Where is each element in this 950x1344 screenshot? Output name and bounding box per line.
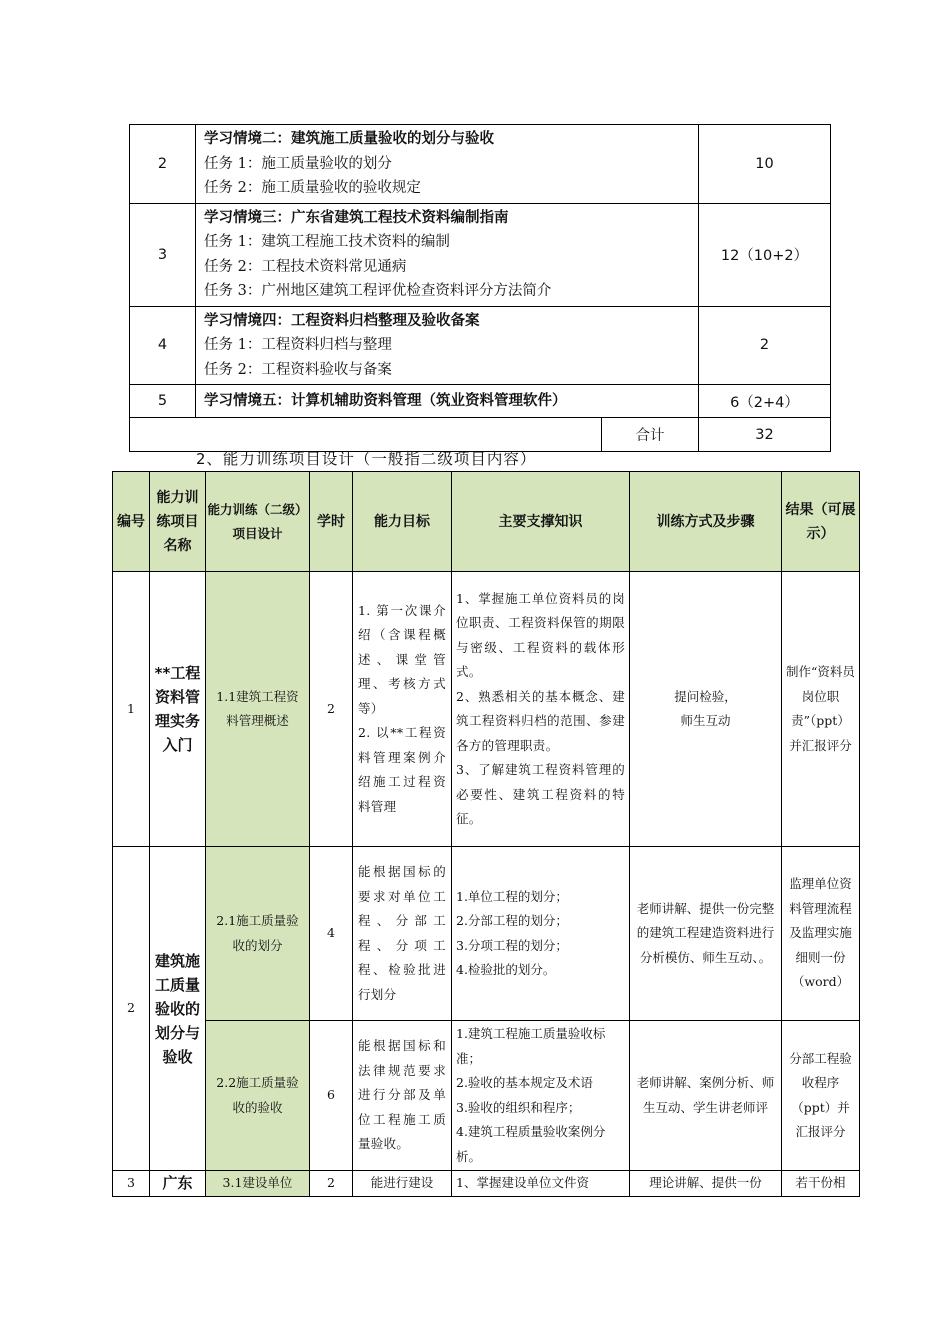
sub-project: 2.2施工质量验收的验收 (206, 1021, 310, 1171)
support-knowledge: 1、掌握建设单位文件资 (452, 1171, 630, 1197)
training-result: 分部工程验收程序（ppt）并汇报评分 (782, 1021, 860, 1171)
support-knowledge: 1.建筑工程施工质量验收标准； 2.验收的基本规定及术语 3.验收的组织和程序； 4.建筑工程质量验收案例分析。 (452, 1021, 630, 1171)
row-content (196, 385, 699, 418)
header-no: 编号 (113, 472, 150, 572)
task-item: 任务 2：工程技术资料常见通病 (204, 258, 407, 275)
support-knowledge: 1、掌握施工单位资料员的岗位职责、工程资料保管的期限与密级、工程资料的载体形式。 2、熟悉相关的基本概念、建筑工程资料归档的范围、参建各方的管理职责。 3、了解建筑工程资料管理的必要性、建筑工程资料的特征。 (452, 572, 630, 847)
table-row (113, 572, 860, 847)
table-row (113, 1021, 860, 1171)
table-row (130, 385, 831, 418)
row-hours: 10 (699, 125, 831, 204)
sub-project: 2.1施工质量验收的划分 (206, 847, 310, 1021)
row-number: 3 (130, 203, 196, 306)
total-label: 合计 (602, 418, 699, 452)
sub-project: 1.1建筑工程资料管理概述 (206, 572, 310, 847)
training-project-table (112, 471, 860, 1197)
training-result: 制作“资料员岗位职责”（ppt）并汇报评分 (782, 572, 860, 847)
task-item: 任务 1：施工质量验收的划分 (204, 155, 392, 172)
situation-title: 学习情境四：工程资料归档整理及验收备案 (204, 312, 480, 329)
table-row (130, 125, 831, 204)
header-hours: 学时 (310, 472, 353, 572)
group-number: 3 (113, 1171, 150, 1197)
table-row (113, 847, 860, 1021)
row-content (196, 203, 699, 306)
row-content (196, 125, 699, 204)
row-hours: 2 (699, 306, 831, 385)
ability-goal: 能根据国标的要求对单位工程、分部工程、分项工程、检验批进行划分 (353, 847, 452, 1021)
section-caption: 2、能力训练项目设计（一般指二级项目内容） (196, 450, 537, 468)
header-result: 结果（可展示） (782, 472, 860, 572)
training-method: 老师讲解、提供一份完整的建筑工程建造资料进行分析模仿、师生互动、。 (630, 847, 782, 1021)
row-hours: 6（2+4） (699, 385, 831, 418)
header-project: 能力训练项目名称 (150, 472, 206, 572)
table-row (130, 306, 831, 385)
sub-hours: 2 (310, 572, 353, 847)
sub-hours: 6 (310, 1021, 353, 1171)
row-number: 4 (130, 306, 196, 385)
sub-project: 3.1建设单位 (206, 1171, 310, 1197)
header-method: 训练方式及步骤 (630, 472, 782, 572)
row-hours: 12（10+2） (699, 203, 831, 306)
header-row (113, 472, 860, 572)
row-number: 2 (130, 125, 196, 204)
training-method: 提问检验， 师生互动 (630, 572, 782, 847)
group-number: 2 (113, 847, 150, 1171)
learning-situation-table (129, 124, 831, 452)
ability-goal: 能进行建设 (353, 1171, 452, 1197)
task-item: 任务 1：工程资料归档与整理 (204, 337, 392, 353)
training-result: 监理单位资料管理流程及监理实施细则一份（word） (782, 847, 860, 1021)
header-sub: 能力训练（二级）项目设计 (206, 472, 310, 572)
training-result: 若干份相 (782, 1171, 860, 1197)
project-name: 广东 (150, 1171, 206, 1197)
row-number: 5 (130, 385, 196, 418)
header-goal: 能力目标 (353, 472, 452, 572)
situation-title: 学习情境二：建筑施工质量验收的划分与验收 (204, 131, 494, 147)
table-row (130, 203, 831, 306)
ability-goal: 能根据国标和法律规范要求进行分部及单位工程施工质量验收。 (353, 1021, 452, 1171)
task-item: 任务 2：施工质量验收的验收规定 (204, 180, 421, 196)
project-name: 建筑施工质量验收的划分与验收 (150, 847, 206, 1171)
sub-hours: 2 (310, 1171, 353, 1197)
support-knowledge: 1.单位工程的划分； 2.分部工程的划分； 3.分项工程的划分； 4.检验批的划分。 (452, 847, 630, 1021)
project-name: **工程资料管理实务入门 (150, 572, 206, 847)
training-method: 老师讲解、案例分析、师生互动、学生讲老师评 (630, 1021, 782, 1171)
situation-title: 学习情境五：计算机辅助资料管理（筑业资料管理软件） (204, 392, 567, 409)
training-method: 理论讲解、提供一份 (630, 1171, 782, 1197)
ability-goal: 1. 第一次课介绍（含课程概述、课堂管理、考核方式等） 2. 以**工程资料管理案例介绍施工过程资料管理 (353, 572, 452, 847)
header-knowledge: 主要支撑知识 (452, 472, 630, 572)
sub-hours: 4 (310, 847, 353, 1021)
table-row (113, 1171, 860, 1197)
situation-title: 学习情境三：广东省建筑工程技术资料编制指南 (204, 209, 509, 226)
task-item: 任务 3：广州地区建筑工程评优检查资料评分方法简介 (204, 283, 552, 299)
group-number: 1 (113, 572, 150, 847)
row-content (196, 306, 699, 385)
task-item: 任务 2：工程资料验收与备案 (204, 361, 392, 378)
total-hours: 32 (699, 418, 831, 452)
task-item: 任务 1：建筑工程施工技术资料的编制 (204, 234, 450, 250)
